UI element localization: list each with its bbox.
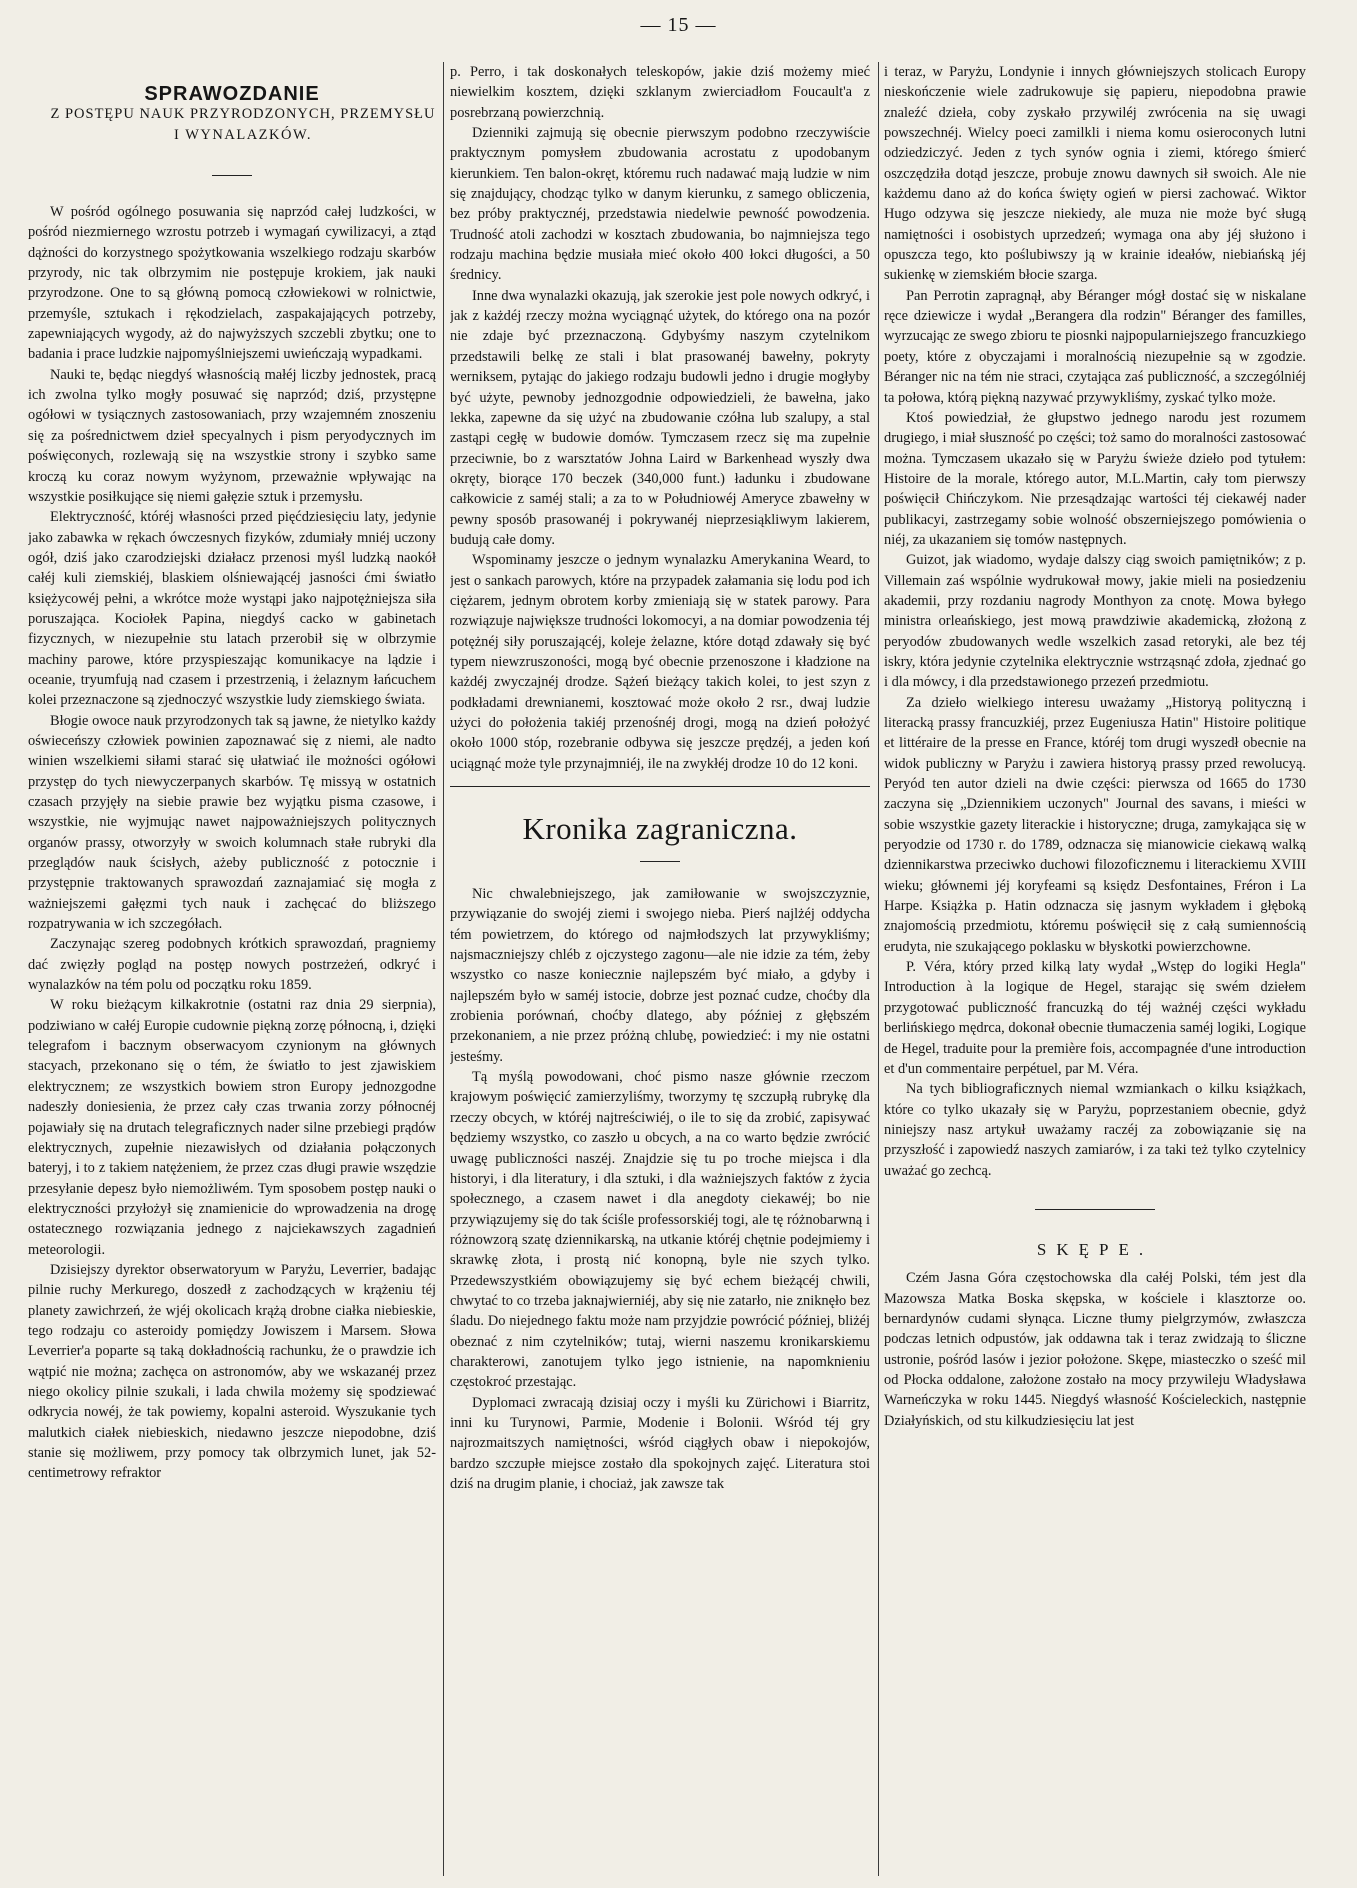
- article-heading: SPRAWOZDANIE: [144, 83, 320, 105]
- paragraph: W roku bieżącym kilkakrotnie (ostatni raz dnia 29 sierpnia), podziwiano w całéj Europie cudownie piękną zorzę północną, i, dzięki telegrafom i bacznym obserwacyom czynionym na głównych stacyach, przekonano się o tém, że światło to jest zjawiskiem elektrycznem; ze wszystkich bowiem stron Europy jednozgodne nadeszły doniesienia, że przez cały czas trwania zorzy północnéj pojawiały się na drutach telegraficznych nader silne przebiegi prądów elektrycznych, zupełnie niezawisłych od działania połączonych bateryj, i to z takiem natężeniem, że przez czas długi prawie wszędzie przesyłanie depesz było niemożliwém. Tym sposobem postęp nauki o elektryczności przyłożył się znamienicie do wprowadzenia na drogę ostatecznego rozwiązania jednego z najciekawszych zagadnień meteorologii.: [28, 997, 436, 1258]
- paragraph: Dyplomaci zwracają dzisiaj oczy i myśli ku Zürichowi i Biarritz, inni ku Turynowi, Parmie, Modenie i Bolonii. Wśród téj gry najrozmaitszych namiętności, wśród ciągłych obaw i niepokojów, bardzo szczupłe miejsce zostało dla spokojnych zajęć. Literatura stoi dziś na drugim planie, i chociaż, jak zawsze tak: [450, 1394, 870, 1492]
- article-subheading: Z POSTĘPU NAUK PRZYRODZONYCH, PRZEMYSŁU: [50, 106, 436, 123]
- paragraph: Dzienniki zajmują się obecnie pierwszym podobno rzeczywiście praktycznym pomysłem zbudowania acrostatu z upodobanym kierunkiem. Ten balon-okręt, któremu ruch nadawać mają ludzie w nim się znajdujący, chodząc tylko w danym kierunku, z samego obliczenia, bez próby praktycznéj, przedstawia niedelwie pewność powodzenia. Trudność atoli zachodzi w kosztach zbudowania, bo najmniejsza tego rodzaju machina będzie musiała mieć około 400 łokci długości, a 50 średnicy.: [450, 125, 870, 284]
- page-number: — 15 —: [640, 14, 717, 36]
- paragraph: Guizot, jak wiadomo, wydaje dalszy ciąg swoich pamiętników; z p. Villemain zaś wspólnie wydrukował mowy, jakie mieli na posiedzeniu akademii, przy rozdaniu nagrody Monthyon za cnotę. Mowa byłego ministra orleańskiego, jest mową prawdziwie akademicką, złożoną z peryodów zbudowanych wedle wszelkich zasad retoryki, ale bez téj iskry, która jedynie czytelnika elektrycznie wstrząsnąć zdoła, zjednać go i dla mówcy, i dla przedstawionego przezeń przedmiotu.: [884, 552, 1306, 691]
- paragraph: Zaczynając szereg podobnych krótkich sprawozdań, pragniemy dać zwięzły pogląd na postęp nowych postrzeżeń, odkryć i wynalazków na tém polu od początku roku 1859.: [28, 936, 436, 994]
- paragraph: P. Véra, który przed kilką laty wydał „Wstęp do logiki Hegla" Introduction à la logique de Hegel, starając się swém dziełem przygotować publiczność francuzką do téj ważnéj części wykładu berlińskiego mędrca, dokonał obecnie tłumaczenia saméj logiki, Logique de Hegel, traduite pour la première fois, accompagnée d'une introduction et d'un commentaire perpétuel, par M. Véra.: [884, 959, 1306, 1077]
- column-2: [450, 62, 870, 1880]
- paragraph: p. Perro, i tak doskonałych teleskopów, jakie dziś możemy mieć niewielkim kosztem, dzięki szklanym zwierciadłom Foucault'a z posrebrzaną powierzchnią.: [450, 64, 870, 121]
- section-divider: [450, 786, 870, 787]
- column-3: [884, 62, 1306, 1880]
- column-rule-right: [878, 62, 879, 1876]
- article-subheading-2: I WYNALAZKÓW.: [174, 126, 312, 143]
- section-divider: [1035, 1209, 1155, 1210]
- paragraph: Inne dwa wynalazki okazują, jak szerokie jest pole nowych odkryć, i jak z każdéj rzeczy można wyciągnąć użytek, do którego ona na pozór nie zdaje być przeznaczoną. Gdybyśmy naszym czytelnikom przedstawili belkę ze stali i blat prasowanéj bawełny, pokryty werniksem, pytając do jakiego rodzaju budowli jedno i drugie mogłyby być użyte, pewnoby jednozgodnie odpowiedzieli, że bawełna, jako lekka, zapewne da się użyć na zbudowanie czółna lub szalupy, a stal zastąpi cegłę w budowie domów. Tymczasem rzecz się ma zupełnie przeciwnie, bo z warsztatów Johna Laird w Barkenhead wyszły dwa okręty, biorące 170 beczek (340,000 funt.) ładunku i zbudowane całkowicie z saméj stali; a za to w Południowéj Ameryce zbawełny w pewny sposób prasowanéj i pokrywanéj nieprzesiąkliwym lakierem, budują całe domy.: [450, 287, 870, 548]
- section-title-divider: [640, 861, 680, 862]
- paragraph: Tą myślą powodowani, choć pismo nasze głównie rzeczom krajowym poświęcić zamierzyliśmy, tworzymy tę szczupłą rubrykę dla rzeczy obcych, w któréj najtreściwiéj, o ile to się da zrobić, zapisywać będziemy wszystko, co zaszło u obcych, a na co warto będzie zwrócić uwagę publiczności naszéj. Znajdzie się tu po troche miejsca i dla historyi, i dla literatury, i dla sztuki, i dla ważniejszych faktów z życia społecznego, a czasem nawet i dla anegdoty ciekawéj; bo nie przywiązujemy się do tak ściśle professorskiéj togi, ale tę różnobarwną i różnowzorą szatę dziennikarską, na utkanie któréj chętnie podejmiemy i skrawkę złota, i prostą nić konopną, byle nie szych tylko. Przedewszystkiém obowiązujemy się być echem bieżącéj chwili, chwytać to co trzeba jaknajwierniéj, aby się nie zatarło, nie zniknęło bez śladu. Do niejednego faktu może nam przyjdzie powrócić później, bliżéj obeznać z nim czytelników; tutaj, wierni naszemu kronikarskiemu charakterowi, zanotujem tylko jego istnienie, na napomknieniu częstokroć przestając.: [450, 1069, 870, 1391]
- paragraph: Elektryczność, któréj własności przed pięćdziesięciu laty, jedynie jako zabawka w rękach ówczesnych fizyków, zdumiały mniéj uczony ogół, dziś jako czarodziejski działacz przenosi myśl ludzką naokół całéj kuli ziemskiéj, blaskiem olśniewającéj jasności ćmi światło księżycowéj pełni, a wkrótce może wystąpi jako najpotężniejsza siła poruszająca. Kociołek Papina, niegdyś cacko w gabinetach fizycznych, w niezupełnie stu latach przerobił się w olbrzymie machiny parowe, które przyspieszając komunikacye na lądzie i oceanie, tryumfują nad czasem i przestrzenią, i żelaznym łańcuchem kolei przeznaczone są zjednoczyć wszystkie ludy ziemskiego świata.: [28, 509, 436, 709]
- column-rule-left: [443, 62, 444, 1876]
- paragraph: Czém Jasna Góra częstochowska dla całéj Polski, tém jest dla Mazowsza Matka Boska skępska, w kościele i klasztorze oo. bernardynów cudami słynąca. Liczne tłumy pielgrzymów, zwłaszcza podczas letnich odpustów, jak oddawna tak i teraz zwidzają to śliczne ustronie, pośród lasów i jezior położone. Skępe, miasteczko o sześć mil od Płocka oddalone, założone zostało na mocy przywileju Władysława Warneńczyka w roku 1445. Niegdyś własność Kościeleckich, następnie Działyńskich, od stu kilkudziesięciu lat jest: [884, 1270, 1306, 1429]
- section-title: Kronika zagraniczna.: [522, 811, 798, 847]
- paragraph: Na tych bibliograficznych niemal wzmiankach o kilku książkach, które co tylko ukazały się w Paryżu, poprzestaniem obecnie, gdyż niniejszy nasz artykuł uważamy raczéj za zobowiązanie się na przyszłość i zapowiedź naszych zamiarów, i za taki też tylko czytelnicy uważać go zechcą.: [884, 1081, 1306, 1179]
- paragraph: Wspominamy jeszcze o jednym wynalazku Amerykanina Weard, to jest o sankach parowych, które na przypadek załamania się lodu pod ich ciężarem, jednym obrotem korby zmieniają się w statek parowy. Para rozwiązuje największe trudności lokomocyi, a na domiar powodzenia téj potężnéj siły poruszającéj, koleje żelazne, które dotąd zdawały się być typem niewzruszoności, mogą być obecnie przenoszone i kładzione na każdéj zwyczajnéj drodze. Sążeń bieżący takich kolei, to jest szyn z podkładami drewnianemi, kosztować może około 2 rsr., dwaj ludzie użyci do położenia takiéj przenośnéj drogi, mogą na dzień położyć około 1000 stóp, rozebranie odbywa się jeszcze prędzéj, a jeden koń uciągnąć może tyle przynajmniéj, ile na zwykłéj drodze 10 do 12 koni.: [450, 552, 870, 772]
- heading-divider: [212, 175, 252, 176]
- paragraph: Nic chwalebniejszego, jak zamiłowanie w swojszczyznie, przywiązanie do swojéj ziemi i swojego nieba. Pierś najlżéj oddycha tém powietrzem, do którego od najmłodszych lat przywykliśmy; najsmaczniejszy chléb z ojczystego zagonu—ale nie idzie za tém, żeby wszystko co nasze koniecznie najlepszém być miało, a gdyby i najlepszém było w saméj istocie, dobrze jest poznać cudze, choćby dla zrobienia porównań, choćby dlatego, aby później z głębszém przekonaniem, a nie przez próżną chlubę, powiedzieć: i my nie ostatni jesteśmy.: [450, 886, 870, 1065]
- paragraph: W pośród ogólnego posuwania się naprzód całej ludzkości, w pośród niezmiernego wzrostu potrzeb i wymagań cywilizacyi, a ztąd dążności do korzystnego spożytkowania wszelkiego rodzaju skarbów przyrody, nic tak olbrzymim nie postępuje krokiem, jak nauki przyrodzone. One to są główną pomocą człowiekowi w rolnictwie, przemyśle, sztukach i rękodzielach, zaspakajających potrzeby, zapewniających wygody, aż do najwyższych szczebli zbytku; one to badania i prace ludzkie najpomyślniejszemi uwieńczają wypadkami.: [28, 204, 436, 363]
- paragraph: Za dzieło wielkiego interesu uważamy „Historyą polityczną i literacką prassy francuzkiéj, przez Eugeniusza Hatin" Histoire politique et littéraire de la presse en France, któréj tom drugi wyszedł obecnie na widok publiczny w Paryżu i zawiera historyą prassy przed rewolucyą. Peryód ten autor dzieli na dwie części: pierwsza od 1665 do 1730 zaczyna się „Dziennikiem uczonych" Journal des savans, i mieści w sobie wszystkie gazety literackie i historyczne; druga, zamykająca się w peryodzie od 1730 r. do 1789, odznacza się mianowicie ciekawą walką dziennikarstwa przeciwko duchowi filozoficznemu i literackiemu XVIII wieku; głównemi jéj koryfeami są księdz Desfontaines, Fréron i La Harpe. Książka p. Hatin odznacza się jasnym wykładem i głęboką znajomością przedmiotu, któremu poświęcił się z całą sumiennością erudyta, nie szukającego poklasku w błyskotki powierzchowne.: [884, 694, 1306, 955]
- paragraph: Pan Perrotin zapragnął, aby Béranger mógł dostać się w niskalane ręce dziewicze i wydał „Berangera dla rodzin" Béranger des familles, wyrzucając ze swego zbioru te piosnki najpopularniejszego francuzkiego poety, które z obyczajami i moralnością niezupełnie są w zgodzie. Béranger nic na tém nie straci, czytająca zaś publiczność, a szczególniéj ta połowa, którą piękną nazywać przywykliśmy, zyskać tylko może.: [884, 287, 1306, 406]
- paragraph: Dzisiejszy dyrektor obserwatoryum w Paryżu, Leverrier, badając pilnie ruchy Merkurego, doszedł z zachodzących w krążeniu téj planety zawichrzeń, że wjéj okolicach krążą drobne ciałka niebieskie, tego rodzaju co asteroidy pomiędzy Jowiszem i Marsem. Słowa Leverrier'a poparte są taką dokładnością rachunku, że o prawdzie ich wątpić nie można; zachęca on astronomów, aby we wskazanéj przez niego okolicy pilnie szukali, i lada chwila możemy się spodziewać odkrycia nowéj, że tak powiemy, kopalni asteroid. Wyszukanie tych malutkich ciałek niebieskich, niedawno jeszcze niepodobne, dziś stanie się możliwem, przy pomocy tak olbrzymich lunet, jak 52-centimetrowy refraktor: [28, 1261, 436, 1482]
- section-title: SKĘPE.: [1036, 1239, 1154, 1259]
- paragraph: Ktoś powiedział, że głupstwo jednego narodu jest rozumem drugiego, i miał słuszność po części; toż samo do moralności zastosować można. Tymczasem ukazało się w Paryżu świeże dzieło pod tytułem: Histoire de la morale, którego autor, M.L.Martin, cały tom pierwszy poświęcił Chińczykom. Nie przesądzając wartości téj ciekawéj nader publikacyi, zastrzegamy sobie wolność obszerniejszego pomówienia o niéj, za ukazaniem się tomów następnych.: [884, 409, 1306, 548]
- paragraph: Nauki te, będąc niegdyś własnością małéj liczby jednostek, pracą ich zwolna tylko mogły posuwać się naprzód; dziś, przystępne ogółowi w tysiącznych zastosowaniach, przy wzajemném znoszeniu się za pośrednictwem dzieł specyalnych i pism peryodycznych im poświęconych, rozlewają się na wszystkie strony i szybko same kroczą ku coraz nowym wyżynom, przeważnie wpływając na wszystkie posiłkujące się niemi gałęzie sztuk i przemysłu.: [28, 366, 436, 505]
- paragraph: i teraz, w Paryżu, Londynie i innych główniejszych stolicach Europy nieskończenie wiele zadrukowuje się papieru, niepodobna prawie znaleźć dzieła, coby zyskało przywiléj zwrócenia na się uwagi powszechnéj. Wielcy poeci zamilkli i niema komu osieroconych lutni odziedziczyć. Jeden z tych synów ognia i ziemi, którego śmierć oszczędziła dotąd jeszcze, probuje znowu dawnych sił swoich. Ale nie każdemu dano aż do końca święty ogień w piersi zachować. Wiktor Hugo odzywa się jeszcze niekiedy, ale muza nie może być sługą namiętności i osobistych uprzedzeń; wymaga ona aby jéj służono i opuszcza tego, kto poślubiwszy ją w krainie ideałów, niebiańską jéj sukienkę w ziemskiém błocie szarga.: [884, 64, 1306, 284]
- column-1: [28, 62, 436, 1880]
- paragraph: Błogie owoce nauk przyrodzonych tak są jawne, że nietylko każdy oświeceńszy człowiek powinien zapoznawać się z niemi, ale nadto winien wszelkiemi siłami starać się ułatwiać ile możności ogółowi przystęp do tych niewyczerpanych skarbów. Tę missyą w ostatnich czasach przyjęły na siebie prawie bez wyjątku pisma czasowe, i wszystkie, nie wyjmując nawet najpoważniejszych politycznych organów prassy, otworzyły w swoich kolumnach stałe rubryki dla przeglądów nauk ścisłych, ażeby publiczność z potocznie i przystępnie traktowanych sprawozdań zaznajamiać się mogła z ważniejszemi gałęzmi tych nauk i zachęcać do bliższego rozpatrywania w ich szczegółach.: [28, 712, 436, 933]
